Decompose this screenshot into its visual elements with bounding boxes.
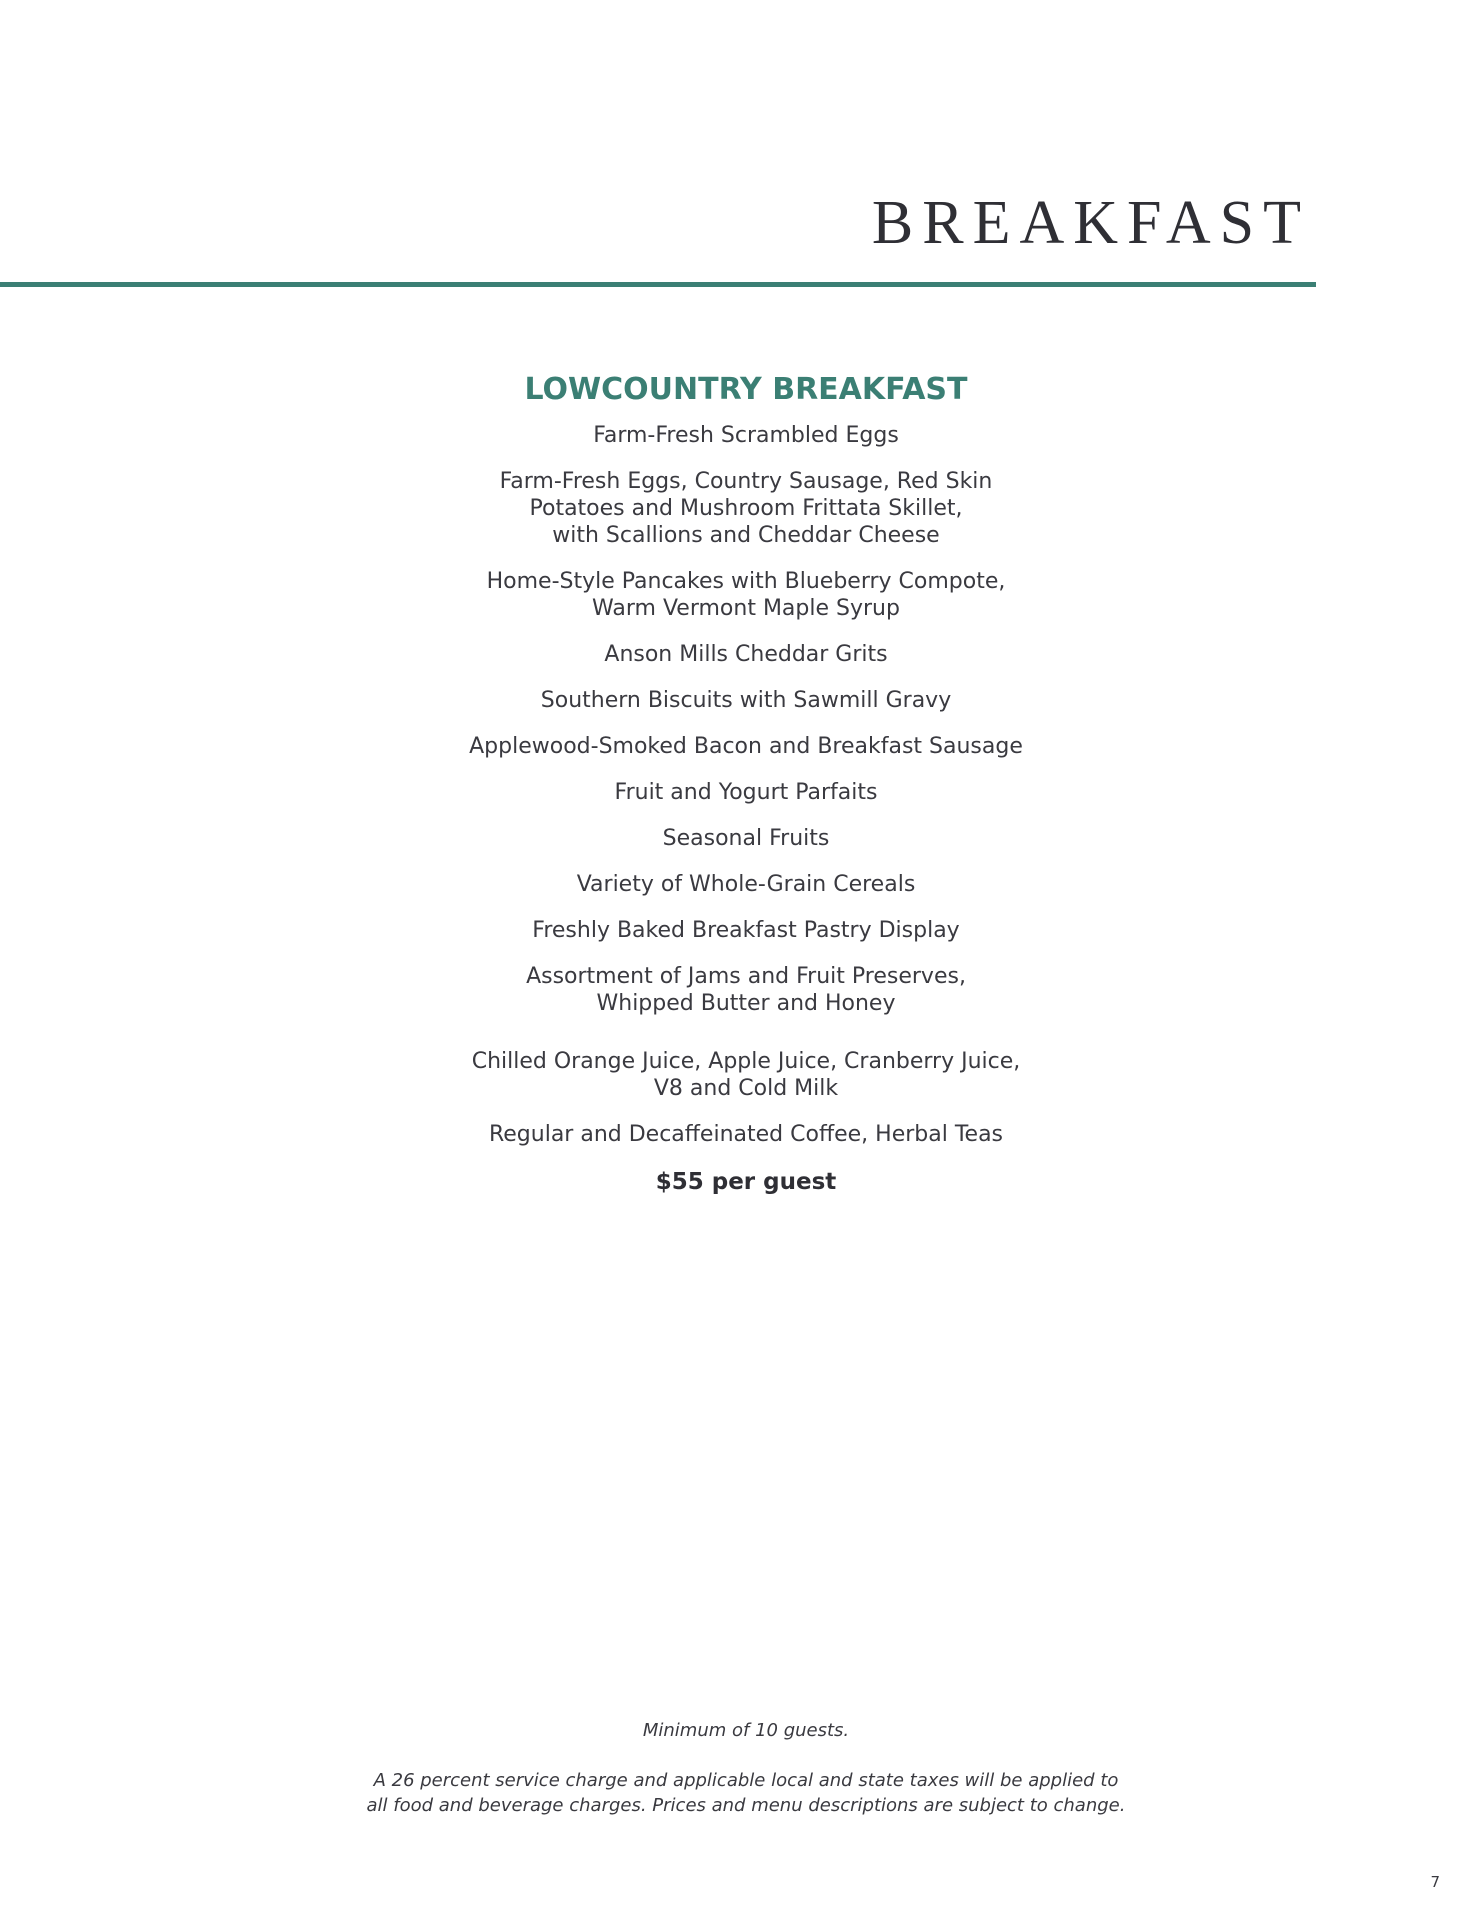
menu-list <box>342 422 1150 1148</box>
menu-item: Chilled Orange Juice, Apple Juice, Cranberry Juice, V8 and Cold Milk <box>471 1049 1021 1101</box>
menu-section <box>342 370 1150 1197</box>
page-title: BREAKFAST <box>871 189 1310 257</box>
minimum-guests-note: Minimum of 10 guests. <box>642 1720 850 1741</box>
footer-notes <box>342 1718 1150 1818</box>
title-divider <box>0 282 1316 287</box>
section-heading: LOWCOUNTRY BREAKFAST <box>524 372 968 407</box>
menu-item: Home-Style Pancakes with Blueberry Compote, Warm Vermont Maple Syrup <box>486 569 1006 621</box>
price: $55 per guest <box>655 1169 837 1195</box>
menu-item: Seasonal Fruits <box>662 826 830 851</box>
menu-item: Applewood-Smoked Bacon and Breakfast Sausage <box>469 734 1023 759</box>
menu-item: Southern Biscuits with Sawmill Gravy <box>540 688 952 713</box>
menu-item: Freshly Baked Breakfast Pastry Display <box>532 918 960 943</box>
menu-item: Fruit and Yogurt Parfaits <box>614 780 878 805</box>
menu-item: Farm-Fresh Eggs, Country Sausage, Red Skin Potatoes and Mushroom Frittata Skillet, with Scallions and Cheddar Cheese <box>499 469 993 548</box>
menu-item: Assortment of Jams and Fruit Preserves, Whipped Butter and Honey <box>526 964 966 1016</box>
menu-item: Variety of Whole-Grain Cereals <box>576 872 916 897</box>
page-number: 7 <box>1430 1873 1440 1891</box>
service-charge-disclaimer: A 26 percent service charge and applicable local and state taxes will be applied to all food and beverage charges. Prices and menu descriptions are subject to change. <box>366 1770 1126 1816</box>
menu-item: Farm-Fresh Scrambled Eggs <box>593 423 899 448</box>
menu-item: Regular and Decaffeinated Coffee, Herbal Teas <box>488 1122 1004 1147</box>
menu-item: Anson Mills Cheddar Grits <box>604 642 888 667</box>
